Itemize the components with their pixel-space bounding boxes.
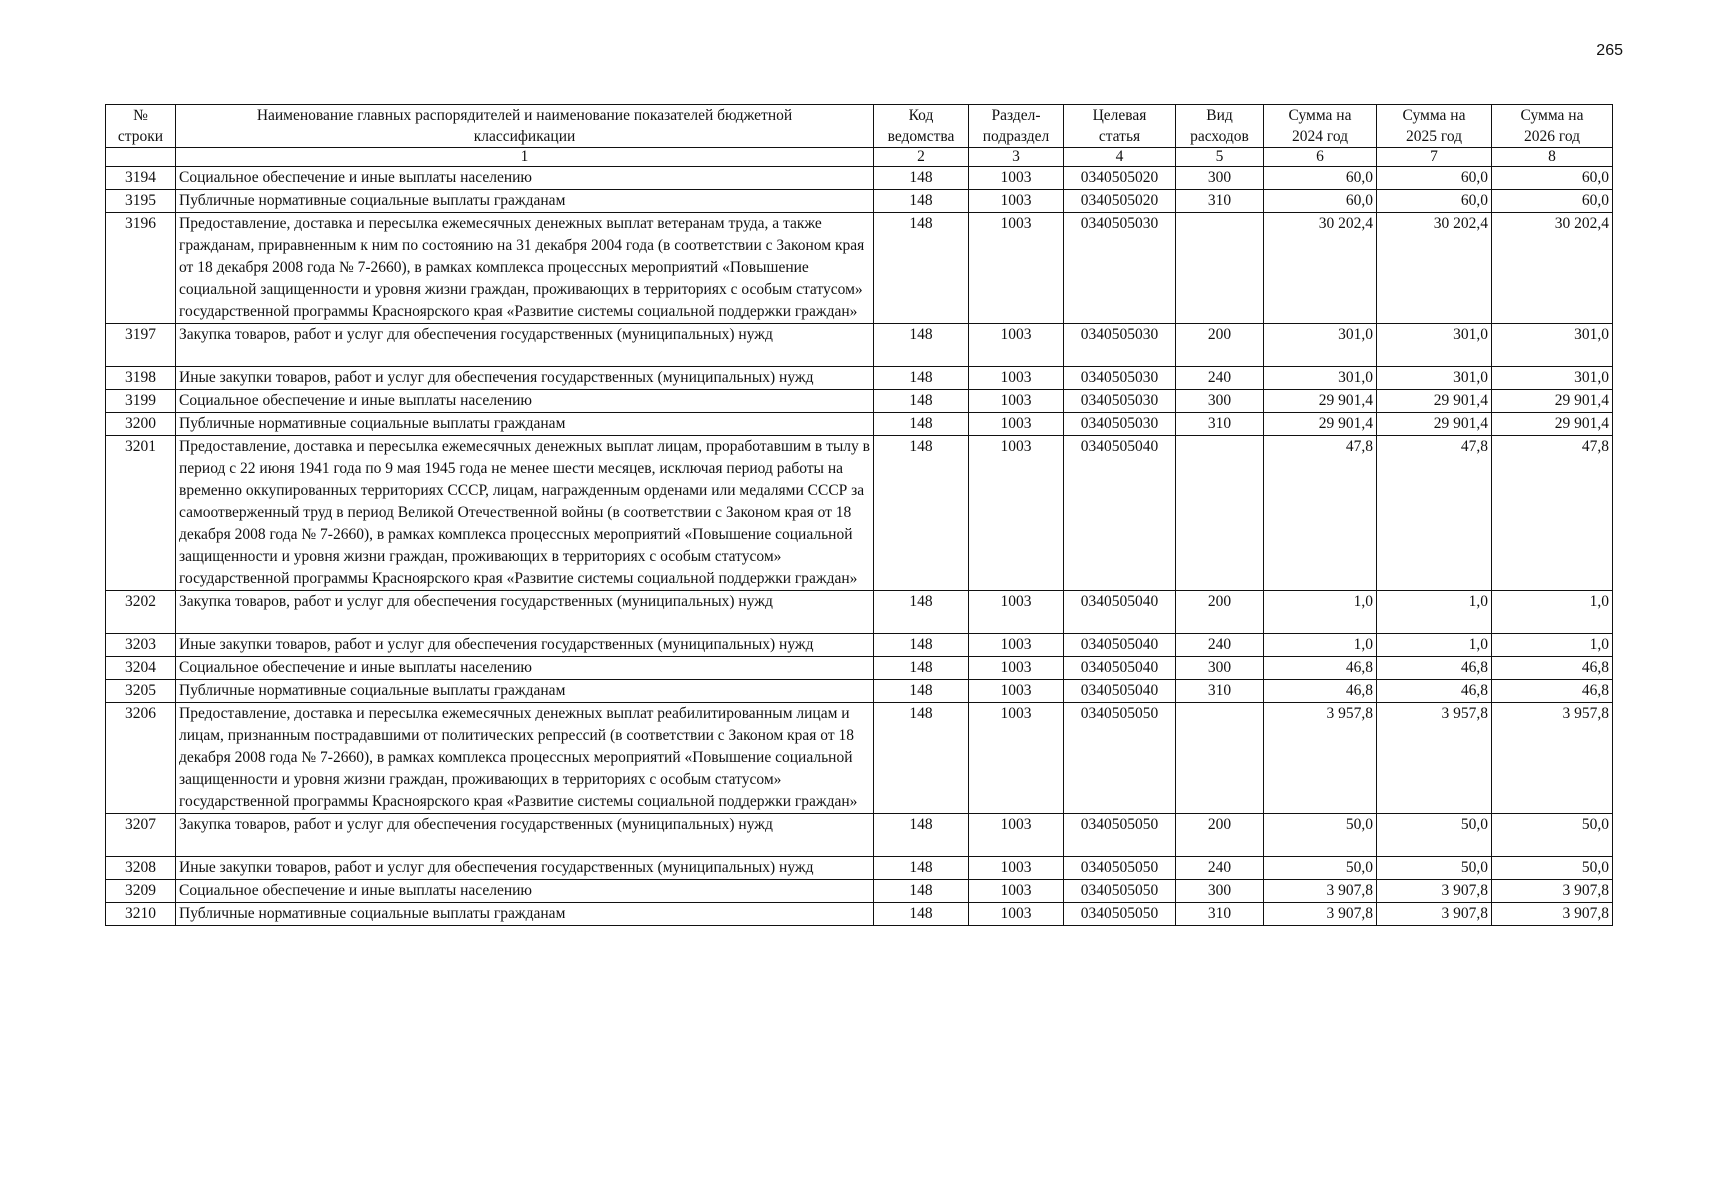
row-department-code: 148 — [874, 814, 969, 857]
row-target-article: 0340505050 — [1064, 903, 1176, 926]
row-sum-2024: 46,8 — [1264, 657, 1377, 680]
table-row — [106, 213, 1613, 324]
row-sum-2024: 3 907,8 — [1264, 880, 1377, 903]
table-row — [106, 190, 1613, 213]
row-name: Закупка товаров, работ и услуг для обеспечения государственных (муниципальных) нужд — [176, 814, 874, 857]
row-department-code: 148 — [874, 634, 969, 657]
row-target-article: 0340505040 — [1064, 680, 1176, 703]
row-expense-kind: 200 — [1176, 814, 1264, 857]
header-name: Наименование главных распорядителей и наименование показателей бюджетной классификации — [176, 105, 874, 148]
row-sum-2024: 47,8 — [1264, 436, 1377, 591]
row-target-article: 0340505030 — [1064, 413, 1176, 436]
row-name: Закупка товаров, работ и услуг для обеспечения государственных (муниципальных) нужд — [176, 324, 874, 367]
row-sum-2025: 46,8 — [1377, 657, 1492, 680]
row-target-article: 0340505050 — [1064, 814, 1176, 857]
row-expense-kind — [1176, 436, 1264, 591]
row-target-article: 0340505030 — [1064, 324, 1176, 367]
row-expense-kind — [1176, 703, 1264, 814]
table-row — [106, 880, 1613, 903]
table-row — [106, 413, 1613, 436]
table-row — [106, 390, 1613, 413]
row-number: 3207 — [106, 814, 176, 857]
row-name: Иные закупки товаров, работ и услуг для обеспечения государственных (муниципальных) нужд — [176, 634, 874, 657]
row-department-code: 148 — [874, 857, 969, 880]
table-body — [106, 167, 1613, 926]
row-expense-kind: 240 — [1176, 634, 1264, 657]
table-row — [106, 367, 1613, 390]
row-expense-kind: 310 — [1176, 680, 1264, 703]
row-sum-2024: 60,0 — [1264, 167, 1377, 190]
row-sum-2026: 47,8 — [1492, 436, 1613, 591]
row-section: 1003 — [969, 880, 1064, 903]
row-department-code: 148 — [874, 680, 969, 703]
header-number: 4 — [1064, 148, 1176, 167]
row-sum-2025: 47,8 — [1377, 436, 1492, 591]
table-row — [106, 857, 1613, 880]
row-expense-kind: 300 — [1176, 657, 1264, 680]
row-sum-2024: 50,0 — [1264, 814, 1377, 857]
row-target-article: 0340505050 — [1064, 880, 1176, 903]
row-section: 1003 — [969, 190, 1064, 213]
row-sum-2026: 29 901,4 — [1492, 413, 1613, 436]
row-section: 1003 — [969, 634, 1064, 657]
row-sum-2024: 50,0 — [1264, 857, 1377, 880]
row-target-article: 0340505030 — [1064, 367, 1176, 390]
row-number: 3206 — [106, 703, 176, 814]
row-section: 1003 — [969, 814, 1064, 857]
row-sum-2024: 29 901,4 — [1264, 390, 1377, 413]
table-header — [106, 105, 1613, 167]
row-section: 1003 — [969, 657, 1064, 680]
row-sum-2026: 46,8 — [1492, 680, 1613, 703]
row-sum-2025: 50,0 — [1377, 814, 1492, 857]
header-kind: Вид расходов — [1176, 105, 1264, 148]
row-sum-2024: 1,0 — [1264, 591, 1377, 634]
row-sum-2026: 301,0 — [1492, 324, 1613, 367]
row-department-code: 148 — [874, 324, 969, 367]
row-sum-2025: 46,8 — [1377, 680, 1492, 703]
header-row — [106, 105, 1613, 148]
row-department-code: 148 — [874, 903, 969, 926]
row-sum-2025: 30 202,4 — [1377, 213, 1492, 324]
budget-table — [105, 104, 1613, 926]
row-number: 3208 — [106, 857, 176, 880]
row-section: 1003 — [969, 903, 1064, 926]
row-sum-2026: 60,0 — [1492, 167, 1613, 190]
header-number: 6 — [1264, 148, 1377, 167]
row-name: Социальное обеспечение и иные выплаты населению — [176, 880, 874, 903]
row-number: 3200 — [106, 413, 176, 436]
row-name: Социальное обеспечение и иные выплаты населению — [176, 657, 874, 680]
row-target-article: 0340505050 — [1064, 703, 1176, 814]
header-sum-2026: Сумма на 2026 год — [1492, 105, 1613, 148]
header-number — [106, 148, 176, 167]
table-row — [106, 680, 1613, 703]
row-section: 1003 — [969, 367, 1064, 390]
row-sum-2025: 29 901,4 — [1377, 390, 1492, 413]
row-sum-2025: 301,0 — [1377, 324, 1492, 367]
row-sum-2026: 29 901,4 — [1492, 390, 1613, 413]
row-name: Иные закупки товаров, работ и услуг для обеспечения государственных (муниципальных) нужд — [176, 367, 874, 390]
header-sum-2024: Сумма на 2024 год — [1264, 105, 1377, 148]
row-department-code: 148 — [874, 436, 969, 591]
header-number: 2 — [874, 148, 969, 167]
row-number: 3195 — [106, 190, 176, 213]
page-number: 265 — [1596, 42, 1623, 59]
header-num: № строки — [106, 105, 176, 148]
row-number: 3202 — [106, 591, 176, 634]
row-number: 3204 — [106, 657, 176, 680]
row-target-article: 0340505040 — [1064, 436, 1176, 591]
row-number: 3198 — [106, 367, 176, 390]
row-name: Предоставление, доставка и пересылка ежемесячных денежных выплат ветеранам труда, а также гражданам, приравненным к ним по состоянию на 31 декабря 2004 года (в соответствии с Законом края от 18 декабря 2008 года № 7-2660), в рамках комплекса процессных мероприятий «Повышение социальной защищенности и уровня жизни граждан, проживающих в территориях с особым статусом» государственной программы Красноярского края «Развитие системы социальной поддержки граждан» — [176, 213, 874, 324]
table-row — [106, 634, 1613, 657]
header-number: 8 — [1492, 148, 1613, 167]
row-expense-kind: 200 — [1176, 324, 1264, 367]
row-name: Иные закупки товаров, работ и услуг для обеспечения государственных (муниципальных) нужд — [176, 857, 874, 880]
row-expense-kind: 310 — [1176, 190, 1264, 213]
row-section: 1003 — [969, 680, 1064, 703]
row-department-code: 148 — [874, 591, 969, 634]
row-expense-kind: 310 — [1176, 903, 1264, 926]
table-row — [106, 436, 1613, 591]
row-name: Предоставление, доставка и пересылка ежемесячных денежных выплат лицам, проработавшим в тылу в период с 22 июня 1941 года по 9 мая 1945 года не менее шести месяцев, исключая период работы на временно оккупированных территориях СССР, лицам, награжденным орденами или медалями СССР за самоотверженный труд в период Великой Отечественной войны (в соответствии с Законом края от 18 декабря 2008 года № 7-2660), в рамках комплекса процессных мероприятий «Повышение социальной защищенности и уровня жизни граждан, проживающих в территориях с особым статусом» государственной программы Красноярского края «Развитие системы социальной поддержки граждан» — [176, 436, 874, 591]
row-sum-2026: 301,0 — [1492, 367, 1613, 390]
row-sum-2025: 50,0 — [1377, 857, 1492, 880]
row-sum-2024: 3 907,8 — [1264, 903, 1377, 926]
row-sum-2026: 1,0 — [1492, 634, 1613, 657]
row-sum-2025: 3 957,8 — [1377, 703, 1492, 814]
header-section: Раздел- подраздел — [969, 105, 1064, 148]
header-target: Целевая статья — [1064, 105, 1176, 148]
row-department-code: 148 — [874, 167, 969, 190]
row-sum-2026: 30 202,4 — [1492, 213, 1613, 324]
row-section: 1003 — [969, 436, 1064, 591]
header-numbers-row — [106, 148, 1613, 167]
row-section: 1003 — [969, 591, 1064, 634]
row-sum-2025: 3 907,8 — [1377, 903, 1492, 926]
row-sum-2024: 301,0 — [1264, 367, 1377, 390]
row-sum-2024: 46,8 — [1264, 680, 1377, 703]
header-code: Код ведомства — [874, 105, 969, 148]
row-section: 1003 — [969, 703, 1064, 814]
row-expense-kind: 310 — [1176, 413, 1264, 436]
row-sum-2024: 1,0 — [1264, 634, 1377, 657]
table-row — [106, 324, 1613, 367]
row-sum-2025: 1,0 — [1377, 634, 1492, 657]
row-name: Публичные нормативные социальные выплаты гражданам — [176, 903, 874, 926]
row-name: Социальное обеспечение и иные выплаты населению — [176, 167, 874, 190]
row-department-code: 148 — [874, 213, 969, 324]
row-target-article: 0340505020 — [1064, 190, 1176, 213]
row-department-code: 148 — [874, 703, 969, 814]
row-name: Социальное обеспечение и иные выплаты населению — [176, 390, 874, 413]
row-sum-2026: 46,8 — [1492, 657, 1613, 680]
row-sum-2024: 60,0 — [1264, 190, 1377, 213]
header-number: 7 — [1377, 148, 1492, 167]
row-sum-2024: 29 901,4 — [1264, 413, 1377, 436]
table-row — [106, 814, 1613, 857]
row-sum-2026: 50,0 — [1492, 814, 1613, 857]
row-target-article: 0340505020 — [1064, 167, 1176, 190]
row-target-article: 0340505050 — [1064, 857, 1176, 880]
row-sum-2025: 3 907,8 — [1377, 880, 1492, 903]
table-row — [106, 657, 1613, 680]
row-expense-kind: 240 — [1176, 367, 1264, 390]
row-sum-2025: 60,0 — [1377, 167, 1492, 190]
row-number: 3197 — [106, 324, 176, 367]
row-number: 3203 — [106, 634, 176, 657]
row-department-code: 148 — [874, 413, 969, 436]
row-sum-2026: 1,0 — [1492, 591, 1613, 634]
row-target-article: 0340505040 — [1064, 657, 1176, 680]
row-number: 3196 — [106, 213, 176, 324]
row-expense-kind: 300 — [1176, 167, 1264, 190]
row-department-code: 148 — [874, 657, 969, 680]
row-sum-2024: 3 957,8 — [1264, 703, 1377, 814]
row-number: 3201 — [106, 436, 176, 591]
row-section: 1003 — [969, 857, 1064, 880]
row-number: 3199 — [106, 390, 176, 413]
row-sum-2025: 29 901,4 — [1377, 413, 1492, 436]
row-sum-2026: 3 957,8 — [1492, 703, 1613, 814]
row-expense-kind: 300 — [1176, 390, 1264, 413]
row-expense-kind — [1176, 213, 1264, 324]
row-target-article: 0340505040 — [1064, 634, 1176, 657]
row-sum-2024: 301,0 — [1264, 324, 1377, 367]
row-number: 3209 — [106, 880, 176, 903]
row-sum-2025: 301,0 — [1377, 367, 1492, 390]
row-number: 3194 — [106, 167, 176, 190]
table-row — [106, 903, 1613, 926]
row-expense-kind: 200 — [1176, 591, 1264, 634]
row-sum-2026: 3 907,8 — [1492, 880, 1613, 903]
row-number: 3205 — [106, 680, 176, 703]
row-target-article: 0340505030 — [1064, 213, 1176, 324]
row-department-code: 148 — [874, 367, 969, 390]
header-number: 5 — [1176, 148, 1264, 167]
row-expense-kind: 300 — [1176, 880, 1264, 903]
row-name: Публичные нормативные социальные выплаты гражданам — [176, 190, 874, 213]
table-row — [106, 703, 1613, 814]
row-sum-2026: 3 907,8 — [1492, 903, 1613, 926]
row-section: 1003 — [969, 324, 1064, 367]
row-section: 1003 — [969, 167, 1064, 190]
row-name: Предоставление, доставка и пересылка ежемесячных денежных выплат реабилитированным лицам и лицам, признанным пострадавшими от политических репрессий (в соответствии с Законом края от 18 декабря 2008 года № 7-2660), в рамках комплекса процессных мероприятий «Повышение социальной защищенности и уровня жизни граждан, проживающих в территориях с особым статусом» государственной программы Красноярского края «Развитие системы социальной поддержки граждан» — [176, 703, 874, 814]
row-department-code: 148 — [874, 390, 969, 413]
row-department-code: 148 — [874, 880, 969, 903]
row-target-article: 0340505030 — [1064, 390, 1176, 413]
row-sum-2026: 60,0 — [1492, 190, 1613, 213]
row-number: 3210 — [106, 903, 176, 926]
row-sum-2025: 60,0 — [1377, 190, 1492, 213]
row-section: 1003 — [969, 213, 1064, 324]
row-sum-2026: 50,0 — [1492, 857, 1613, 880]
row-name: Публичные нормативные социальные выплаты гражданам — [176, 413, 874, 436]
row-target-article: 0340505040 — [1064, 591, 1176, 634]
row-expense-kind: 240 — [1176, 857, 1264, 880]
row-section: 1003 — [969, 390, 1064, 413]
row-department-code: 148 — [874, 190, 969, 213]
row-name: Закупка товаров, работ и услуг для обеспечения государственных (муниципальных) нужд — [176, 591, 874, 634]
table-row — [106, 167, 1613, 190]
header-number: 3 — [969, 148, 1064, 167]
header-sum-2025: Сумма на 2025 год — [1377, 105, 1492, 148]
table-row — [106, 591, 1613, 634]
row-name: Публичные нормативные социальные выплаты гражданам — [176, 680, 874, 703]
row-sum-2024: 30 202,4 — [1264, 213, 1377, 324]
header-number: 1 — [176, 148, 874, 167]
row-sum-2025: 1,0 — [1377, 591, 1492, 634]
row-section: 1003 — [969, 413, 1064, 436]
